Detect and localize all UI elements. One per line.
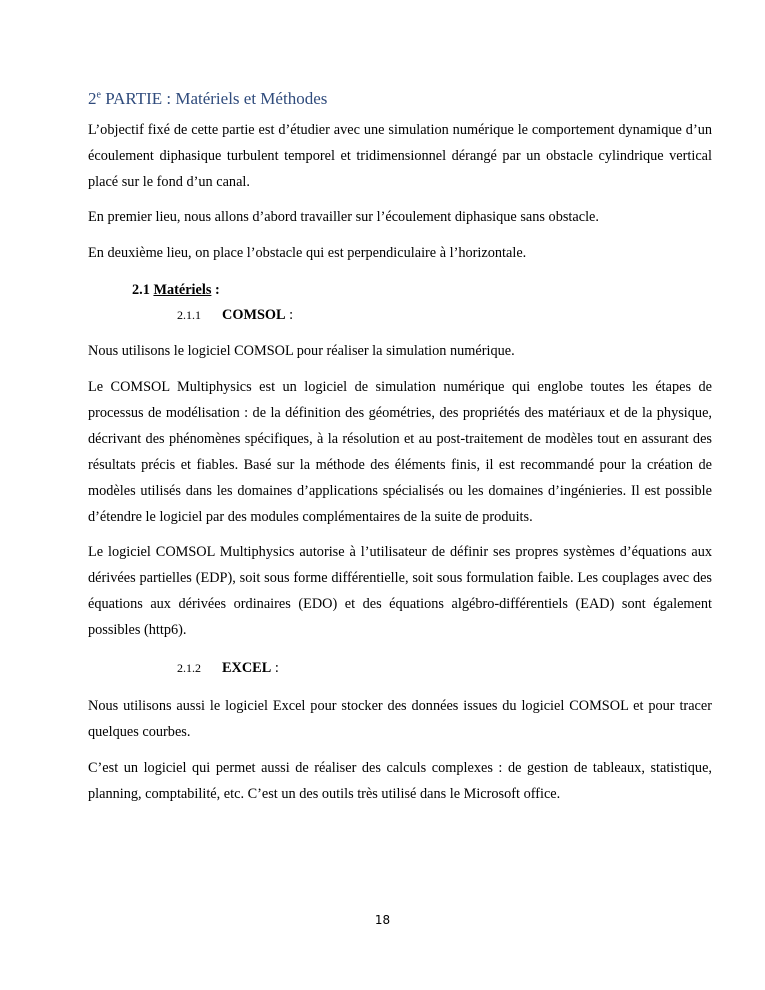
comsol-use-paragraph: Nous utilisons le logiciel COMSOL pour réaliser la simulation numérique. <box>88 343 515 359</box>
page-number: 18 <box>374 913 391 927</box>
excel-description-paragraph: C’est un logiciel qui permet aussi de réaliser des calculs complexes : de gestion de tableaux, statistique, planning, comptabilité, etc. C’est un des outils très utilisé dans le Microsoft office. <box>88 760 712 802</box>
intro-paragraph: L’objectif fixé de cette partie est d’étudier avec une simulation numérique le comportement dynamique d’un écoulement diphasique turbulent temporel et tridimensionnel dérangé par un obstacle cylindrique vertical placé sur le fond d’un canal. <box>88 122 712 190</box>
second-step-paragraph: En deuxième lieu, on place l’obstacle qui est perpendiculaire à l’horizontale. <box>88 245 527 261</box>
subsection-comsol-title: COMSOL <box>222 307 286 323</box>
part-heading-superscript: e <box>96 89 101 101</box>
part-heading-number: 2 <box>88 89 97 108</box>
section-2-1-heading <box>132 279 220 301</box>
subsection-comsol-suffix: : <box>285 307 294 323</box>
excel-use-paragraph: Nous utilisons aussi le logiciel Excel pour stocker des données issues du logiciel COMSOL et pour tracer quelques courbes. <box>88 698 712 740</box>
subsection-excel-heading <box>177 657 279 679</box>
part-heading <box>88 88 327 110</box>
section-2-1-suffix: : <box>211 282 220 298</box>
comsol-description-paragraph: Le COMSOL Multiphysics est un logiciel de simulation numérique qui englobe toutes les étapes de processus de modélisation : de la définition des géométries, des propriétés des matériaux et de la physique, décrivant des phénomènes spécifiques, à la résolution et au post-traitement de modèles tout en assurant des résultats précis et fiables. Basé sur la méthode des éléments finis, il est recommandé pour la création de modèles utilisés dans les domaines d’applications spécialisés ou les domaines d’ingénieries. Il est possible d’étendre le logiciel par des modules complémentaires de la suite de produits. <box>88 379 712 525</box>
subsection-comsol-heading <box>177 304 293 326</box>
part-heading-title: PARTIE : Matériels et Méthodes <box>100 89 328 108</box>
subsection-comsol-number: 2.1.1 <box>177 308 201 322</box>
comsol-edp-paragraph: Le logiciel COMSOL Multiphysics autorise à l’utilisateur de définir ses propres systèmes d’équations aux dérivées partielles (EDP), soit sous forme différentielle, soit sous formulation faible. Les couplages avec des équations aux dérivées ordinaires (EDO) et des équations algébro-différentiels (EAD) sont également possibles (http6). <box>88 544 712 638</box>
first-step-paragraph: En premier lieu, nous allons d’abord travailler sur l’écoulement diphasique sans obstacle. <box>88 209 599 225</box>
subsection-excel-number: 2.1.2 <box>177 661 201 675</box>
subsection-excel-suffix: : <box>271 660 279 676</box>
section-2-1-title: Matériels <box>153 282 212 298</box>
subsection-excel-title: EXCEL <box>222 660 272 676</box>
section-2-1-number: 2.1 <box>132 282 154 298</box>
